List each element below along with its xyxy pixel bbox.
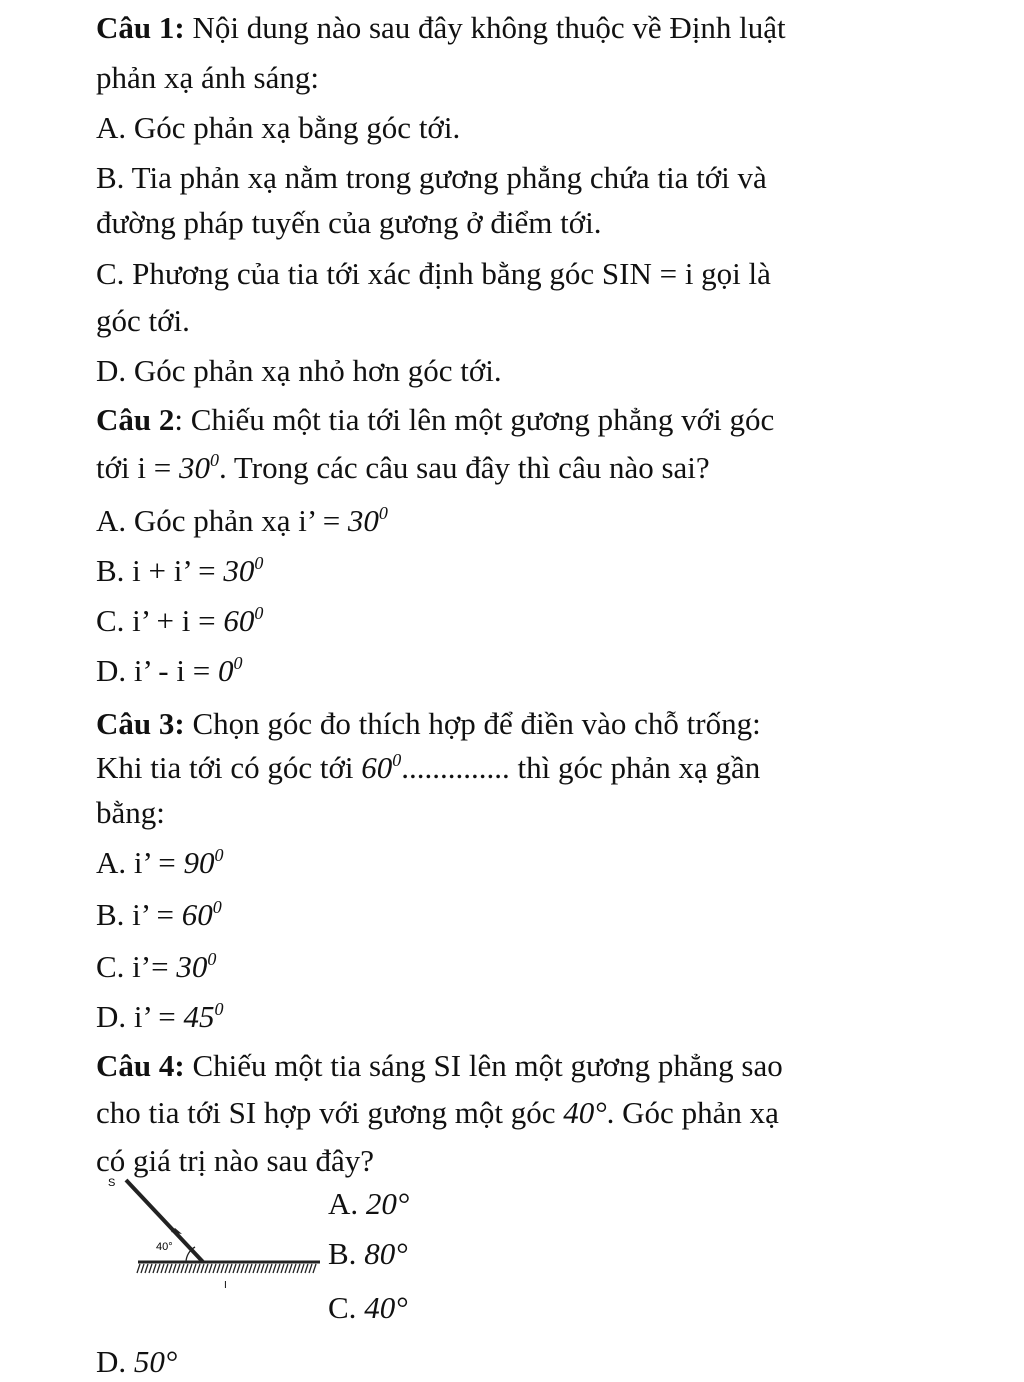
- q4-c-value: 40°: [364, 1290, 408, 1325]
- q2-d-sup: 0: [233, 653, 243, 673]
- q3-c-value: 30: [176, 949, 208, 984]
- q4-b-value: 80°: [364, 1236, 408, 1271]
- hatch-mark: [241, 1264, 244, 1273]
- q2-a-pre: A. Góc phản xạ i’ =: [96, 503, 348, 538]
- q4-a-value: 20°: [365, 1186, 410, 1221]
- hatch-mark: [245, 1264, 248, 1273]
- q4-text-line2: [96, 1093, 779, 1133]
- q2-d-pre: D. i’ - i =: [96, 653, 218, 688]
- hatch-mark: [229, 1264, 232, 1273]
- q4-line2-post: . Góc phản xạ: [606, 1095, 779, 1130]
- q2-c-sup: 0: [254, 603, 264, 623]
- q2-option-b: [96, 551, 263, 591]
- q1-text-line2: phản xạ ánh sáng:: [96, 60, 319, 95]
- hatch-mark: [165, 1264, 168, 1273]
- q3-d-pre: D. i’ =: [96, 999, 184, 1034]
- q2-heading: [96, 400, 774, 440]
- angle-label: 40°: [156, 1241, 173, 1253]
- q2-b-sup: 0: [254, 553, 264, 573]
- q3-text-line3: bằng:: [96, 795, 165, 830]
- q3-option-b: [96, 895, 222, 935]
- hatch-mark: [217, 1264, 220, 1273]
- q3-d-sup: 0: [214, 999, 224, 1019]
- q3-text-line2: [96, 748, 760, 788]
- hatch-mark: [137, 1264, 140, 1273]
- q3-line2-value: 60: [361, 750, 393, 785]
- hatch-mark: [205, 1264, 208, 1273]
- q3-option-a: [96, 843, 224, 883]
- hatch-mark: [161, 1264, 164, 1273]
- hatch-mark: [177, 1264, 180, 1273]
- mirror-diagram: [108, 1170, 330, 1320]
- q4-line2-value: 40°: [563, 1095, 607, 1130]
- hatch-mark: [169, 1264, 172, 1273]
- q4-text-line3: có giá trị nào sau đây?: [96, 1143, 375, 1178]
- q2-line2-post: . Trong các câu sau đây thì câu nào sai?: [218, 450, 710, 485]
- hatch-mark: [305, 1264, 308, 1273]
- q3-label: Câu 3:: [96, 706, 185, 741]
- hatch-mark: [285, 1264, 288, 1273]
- hatch-mark: [313, 1264, 316, 1273]
- q3-b-value: 60: [181, 897, 213, 932]
- q4-c-pre: C.: [328, 1290, 365, 1325]
- q4-a-pre: A.: [328, 1186, 366, 1221]
- hatch-mark: [141, 1264, 144, 1273]
- q1-text-line1: Nội dung nào sau đây không thuộc về Định luật: [184, 10, 786, 45]
- mirror-hatching: [137, 1264, 316, 1273]
- q3-heading: [96, 704, 761, 744]
- q1-option-a: A. Góc phản xạ bằng góc tới.: [96, 110, 461, 145]
- q2-line2-pre: tới i =: [96, 450, 179, 485]
- hatch-mark: [209, 1264, 212, 1273]
- hatch-mark: [309, 1264, 312, 1273]
- hatch-mark: [253, 1264, 256, 1273]
- hatch-mark: [269, 1264, 272, 1273]
- hatch-mark: [145, 1264, 148, 1273]
- q3-option-c: [96, 947, 216, 987]
- hatch-mark: [149, 1264, 152, 1273]
- q3-line2-post: .............. thì góc phản xạ gần: [401, 750, 761, 785]
- q4-d-value: 50°: [133, 1344, 178, 1379]
- q4-option-b: [328, 1234, 408, 1274]
- hatch-mark: [181, 1264, 184, 1273]
- hatch-mark: [293, 1264, 296, 1273]
- hatch-mark: [273, 1264, 276, 1273]
- q3-line2-pre: Khi tia tới có góc tới: [96, 750, 362, 785]
- q4-label: Câu 4:: [96, 1048, 185, 1083]
- q4-heading: [96, 1046, 783, 1086]
- q3-a-sup: 0: [214, 845, 224, 865]
- q3-c-sup: 0: [207, 949, 217, 969]
- hatch-mark: [249, 1264, 252, 1273]
- q4-b-pre: B.: [328, 1236, 365, 1271]
- q3-b-sup: 0: [212, 897, 222, 917]
- hatch-mark: [265, 1264, 268, 1273]
- hatch-mark: [277, 1264, 280, 1273]
- q4-line2-pre: cho tia tới SI hợp với gương một góc: [96, 1095, 564, 1130]
- hatch-mark: [157, 1264, 160, 1273]
- hatch-mark: [233, 1264, 236, 1273]
- q2-option-a: [96, 501, 388, 541]
- q4-d-pre: D.: [96, 1344, 134, 1379]
- q1-option-d: D. Góc phản xạ nhỏ hơn góc tới.: [96, 353, 502, 388]
- q2-a-value: 30: [347, 503, 379, 538]
- point-s-label: S: [108, 1177, 116, 1189]
- hatch-mark: [185, 1264, 188, 1273]
- hatch-mark: [153, 1264, 156, 1273]
- q3-c-pre: C. i’=: [96, 949, 177, 984]
- q2-option-c: [96, 601, 263, 641]
- q3-b-pre: B. i’ =: [96, 897, 182, 932]
- hatch-mark: [301, 1264, 304, 1273]
- hatch-mark: [289, 1264, 292, 1273]
- q2-c-pre: C. i’ + i =: [96, 603, 224, 638]
- q4-text-line1: Chiếu một tia sáng SI lên một gương phẳng sao: [184, 1048, 783, 1083]
- q1-option-b-line2: đường pháp tuyến của gương ở điểm tới.: [96, 205, 602, 240]
- q2-b-pre: B. i + i’ =: [96, 553, 224, 588]
- q2-text-line1: : Chiếu một tia tới lên một gương phẳng với góc: [174, 402, 775, 437]
- hatch-mark: [173, 1264, 176, 1273]
- hatch-mark: [257, 1264, 260, 1273]
- q4-option-a: [328, 1184, 409, 1224]
- q2-line2-sup: 0: [209, 450, 219, 470]
- q4-option-c: [328, 1288, 408, 1328]
- q3-a-pre: A. i’ =: [96, 845, 184, 880]
- hatch-mark: [221, 1264, 224, 1273]
- q2-label: Câu 2: [96, 402, 175, 437]
- q1-option-c-line1: C. Phương của tia tới xác định bằng góc SIN = i gọi là: [96, 256, 771, 291]
- q2-d-value: 0: [217, 653, 234, 688]
- q3-a-value: 90: [183, 845, 215, 880]
- hatch-mark: [281, 1264, 284, 1273]
- q1-option-c-line2: góc tới.: [96, 303, 190, 338]
- hatch-mark: [197, 1264, 200, 1273]
- q2-b-value: 30: [223, 553, 255, 588]
- hatch-mark: [189, 1264, 192, 1273]
- q3-d-value: 45: [183, 999, 215, 1034]
- q1-label: Câu 1:: [96, 10, 185, 45]
- hatch-mark: [237, 1264, 240, 1273]
- hatch-mark: [225, 1264, 228, 1273]
- hatch-mark: [201, 1264, 204, 1273]
- q2-a-sup: 0: [378, 503, 388, 523]
- q3-line2-sup: 0: [392, 750, 402, 770]
- q4-option-d: [96, 1342, 177, 1382]
- q2-option-d: [96, 651, 242, 691]
- hatch-mark: [213, 1264, 216, 1273]
- q2-text-line2: [96, 448, 710, 488]
- hatch-mark: [261, 1264, 264, 1273]
- q3-text-line1: Chọn góc đo thích hợp để điền vào chỗ trống:: [184, 706, 761, 741]
- hatch-mark: [297, 1264, 300, 1273]
- q1-option-b-line1: B. Tia phản xạ nằm trong gương phẳng chứa tia tới và: [96, 160, 767, 195]
- point-i-label: I: [224, 1280, 227, 1291]
- q2-line2-value: 30: [178, 450, 210, 485]
- hatch-mark: [193, 1264, 196, 1273]
- q2-c-value: 60: [223, 603, 255, 638]
- q1-heading: [96, 8, 786, 48]
- q3-option-d: [96, 997, 224, 1037]
